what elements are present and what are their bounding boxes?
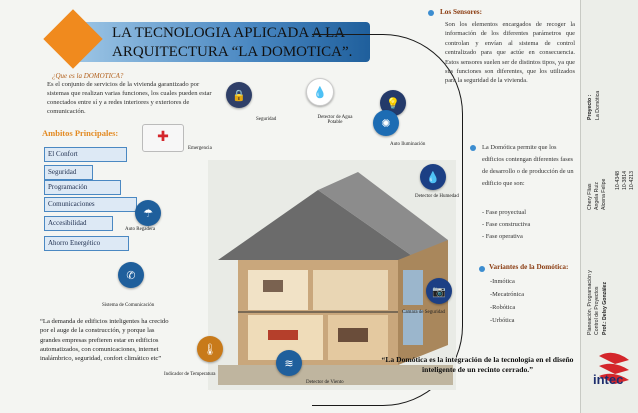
fase-item: - Fase operativa	[482, 233, 523, 240]
variante-item: -Mecatrónica	[490, 291, 525, 298]
camera-icon: 📷	[426, 278, 452, 304]
title-line-1: LA TECNOLOGIA APLICADA A LA	[112, 25, 346, 41]
label-indicador-temperatura: Indicador de Temperatura	[164, 372, 216, 377]
label-detector-agua: Detector de Agua Potable	[317, 115, 353, 125]
student-id: 10-4348	[615, 170, 621, 190]
student-name: Angela Ruiz	[594, 182, 600, 210]
ambitos-heading: Ambitos Principales:	[42, 128, 119, 138]
label-sistema-comunicacion: Sistema de Comunicación	[102, 303, 155, 308]
student-id: 10-3814	[622, 170, 628, 190]
phone-icon: ✆	[118, 262, 144, 288]
ambito-item: Seguridad	[44, 165, 93, 180]
sensores-text: Son los elementos encargados de recoger la información de los diferentes parámetros que controlan y envían al sistema de control centralizado para que actúe en consecuencia. Estos sensores suelen ser de distintos tipos, ya que sus funciones son diferentes, que los utilizados para la seguridad de la vivienda.	[445, 21, 575, 85]
variante-item: -Urbótica	[490, 317, 515, 324]
bullet-icon	[428, 10, 434, 16]
variantes-heading: Variantes de la Domótica:	[489, 263, 569, 271]
ambulance-icon: ✚	[142, 124, 184, 152]
label-detector-viento: Detector de Viento	[306, 380, 344, 385]
label-auto-regadera: Auto Regadera	[125, 227, 156, 232]
proyecto-label: Proyecto :	[587, 94, 593, 120]
intec-logo	[595, 350, 635, 394]
intro-question: ¿Que es la DOMOTICA?	[52, 72, 124, 80]
variante-item: -Inmótica	[490, 278, 515, 285]
sprinkler-icon: ☂	[135, 200, 161, 226]
intro-text: Es el conjunto de servicios de la vivienda garantizado por sistemas que realizan varias funciones, los cuales pueden estar conectados entre sí y a redes interiores y exteriores de comunicación.	[47, 81, 212, 115]
label-seguridad: Seguridad	[256, 117, 277, 122]
variante-item: -Robótica	[490, 304, 516, 311]
label-emergencia: Emergencia	[188, 146, 212, 151]
course-line-2: Control de Proyectos	[594, 286, 600, 335]
thermometer-icon: 🌡	[197, 336, 223, 362]
faucet-icon: 💧	[306, 78, 334, 106]
ambito-item: El Confort	[44, 147, 127, 162]
sensores-heading: Los Sensores:	[440, 8, 482, 16]
bullet-icon	[470, 145, 476, 151]
logo-text: intec	[593, 372, 624, 387]
student-name: Alcena Felipe	[601, 178, 607, 210]
professor: Prof.: Delsy González	[602, 281, 608, 335]
label-auto-iluminacion: Auto Iluminación	[390, 142, 426, 147]
humidity-drops-icon: 💧	[420, 164, 446, 190]
ambito-item: Programación	[44, 180, 121, 195]
fases-text: La Domótica permite que los edificios contengan diferentes fases de desarrollo o de producción de un edificio que son:	[482, 144, 574, 187]
auto-lighting-icon: ✺	[373, 110, 399, 136]
ambito-item: Accesibilidad	[44, 216, 113, 231]
proyecto-name: La Domótica	[595, 90, 601, 120]
ambito-item: Ahorro Energético	[44, 236, 129, 251]
highlight-definition: “La Domótica es la integración de la tecnología en el diseño inteligente de un recinto cerrado.”	[381, 355, 574, 374]
label-camara-seguridad: Camara de Seguridad	[402, 310, 446, 315]
credits-sidebar	[580, 0, 638, 413]
ambito-item: Comunicaciones	[44, 197, 137, 212]
lock-icon: 🔒	[226, 82, 252, 108]
student-id: 10-4213	[629, 170, 635, 190]
title-line-2: ARQUITECTURA “LA DOMOTICA”.	[112, 44, 353, 60]
bullet-icon	[479, 266, 485, 272]
student-name: Chery Flías	[587, 183, 593, 210]
wind-icon: ≋	[276, 350, 302, 376]
fase-item: - Fase constructiva	[482, 221, 531, 228]
course-line-1: Planeación, Programación y	[587, 270, 593, 335]
fase-item: - Fase proyectual	[482, 209, 527, 216]
quote-text: “La demanda de edificios inteligentes ha crecido por el auge de la construcción, y porque las grandes empresas prefieren estar en edificios automatizados, con comunicaciones, internet inalámbrico, seguridad, confort climático etc”	[40, 318, 169, 363]
label-detector-humedad: Detector de Humedad	[415, 194, 459, 199]
light-bulb-icon: 💡	[380, 90, 406, 116]
